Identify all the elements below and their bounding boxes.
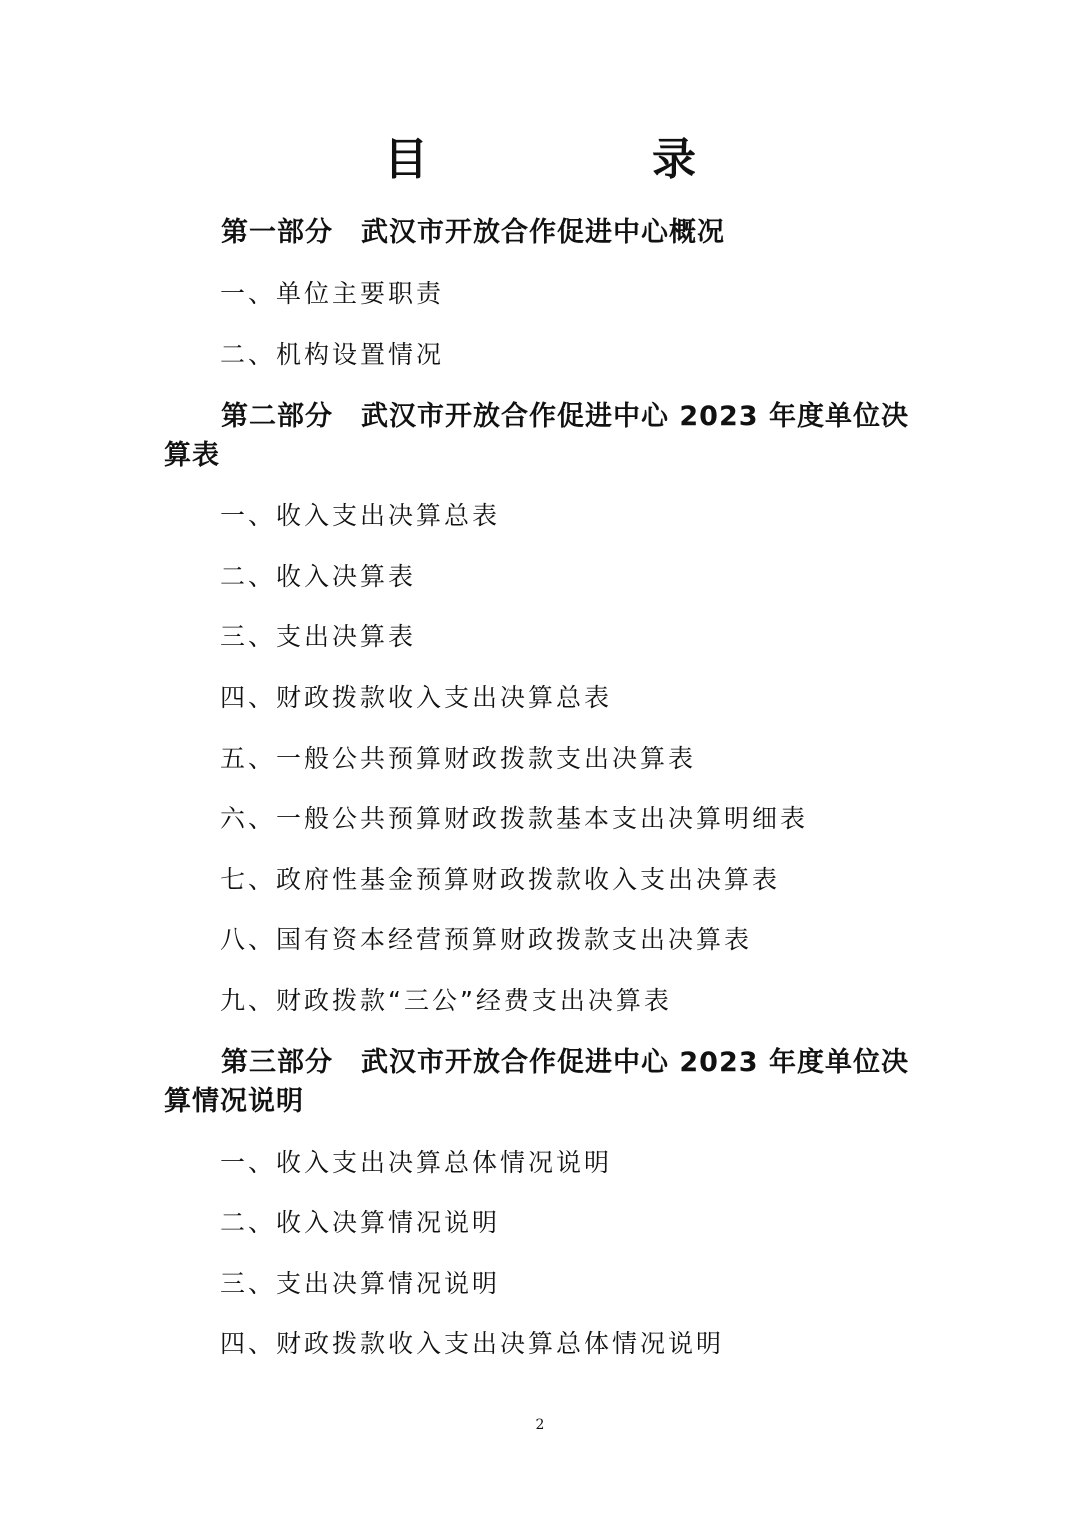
toc-item: 八、国有资本经营预算财政拨款支出决算表 xyxy=(220,925,753,954)
toc-item: 九、财政拨款“三公”经费支出决算表 xyxy=(220,986,672,1015)
page-number: 2 xyxy=(535,1417,545,1433)
toc-item: 四、财政拨款收入支出决算总体情况说明 xyxy=(220,1329,725,1358)
toc-item: 一、单位主要职责 xyxy=(220,279,445,308)
part1-heading: 第一部分 武汉市开放合作促进中心概况 xyxy=(221,217,725,248)
toc-item: 四、财政拨款收入支出决算总表 xyxy=(220,683,613,712)
toc-item: 一、收入支出决算总表 xyxy=(220,501,501,530)
part2-heading: 第二部分 武汉市开放合作促进中心 2023 年度单位决算表 xyxy=(164,401,909,471)
part3-heading: 第三部分 武汉市开放合作促进中心 2023 年度单位决算情况说明 xyxy=(164,1047,909,1117)
toc-item: 二、收入决算情况说明 xyxy=(220,1208,501,1237)
toc-item: 二、收入决算表 xyxy=(220,562,417,591)
toc-item: 一、收入支出决算总体情况说明 xyxy=(220,1148,613,1177)
toc-item: 三、支出决算表 xyxy=(220,622,417,651)
toc-item: 三、支出决算情况说明 xyxy=(220,1269,501,1298)
toc-item: 六、一般公共预算财政拨款基本支出决算明细表 xyxy=(220,804,809,833)
toc-item: 五、一般公共预算财政拨款支出决算表 xyxy=(220,744,697,773)
toc-item: 二、机构设置情况 xyxy=(220,340,445,369)
toc-title: 目 录 xyxy=(384,134,786,185)
toc-item: 七、政府性基金预算财政拨款收入支出决算表 xyxy=(220,865,781,894)
